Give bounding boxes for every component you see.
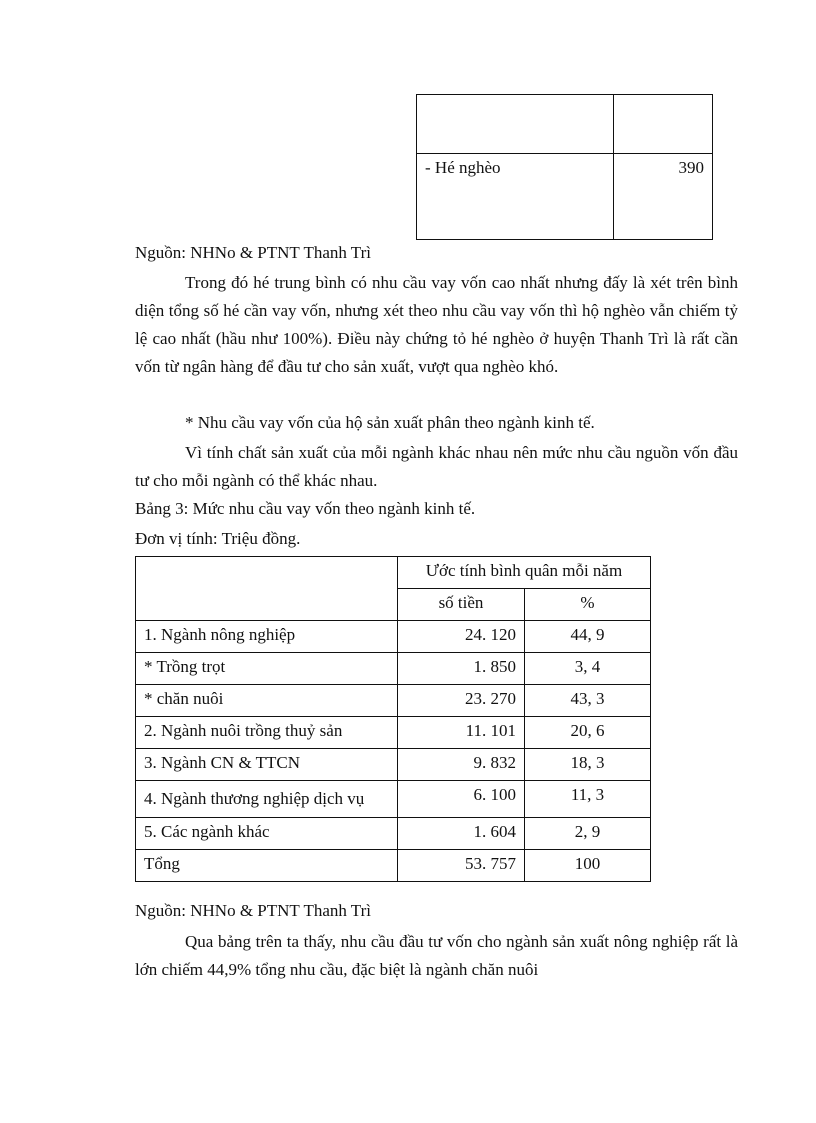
paragraph: Vì tính chất sản xuất của mỗi ngành khác nhau nên mức nhu cầu nguồn vốn đầu tư cho mỗi ngành có thể khác nhau. [135,443,738,490]
table-row [136,653,651,685]
table-row [136,685,651,717]
table-row [136,850,651,882]
paragraph: * Nhu cầu vay vốn của hộ sản xuất phân theo ngành kinh tế. [185,413,595,432]
row-label: 5. Các ngành khác [136,818,398,850]
row-amount: 53. 757 [398,850,525,882]
row-amount: 11. 101 [398,717,525,749]
table-unit: Đơn vị tính: Triệu đồng. [135,529,301,548]
table-row [417,154,713,240]
loan-demand-table [135,556,651,882]
row-amount: 1. 604 [398,818,525,850]
paragraph: Trong đó hé trung bình có nhu cầu vay vốn cao nhất nhưng đấy là xét trên bình diện tổng số hé cần vay vốn, nhưng xét theo nhu cầu vay vốn thì hộ nghèo vẫn chiếm tỷ lệ cao nhất (hầu như 100%). Điều này chứng tỏ hé nghèo ở huyện Thanh Trì là rất cần vốn từ ngân hàng để đầu tư cho sản xuất, vượt qua nghèo khó. [135,273,738,376]
row-percent: 2, 9 [525,818,651,850]
table-row [136,717,651,749]
row-label: 2. Ngành nuôi trồng thuỷ sản [136,717,398,749]
row-label: 4. Ngành thương nghiệp dịch vụ [136,781,398,818]
table-header-row [136,557,651,589]
row-label: 1. Ngành nông nghiệp [136,621,398,653]
row-amount: 1. 850 [398,653,525,685]
row-percent: 43, 3 [525,685,651,717]
row-label: * chăn nuôi [136,685,398,717]
header-percent: % [525,589,651,621]
table-title: Bảng 3: Mức nhu cầu vay vốn theo ngành kinh tế. [135,499,476,518]
row-percent: 11, 3 [525,781,651,818]
table-row [417,95,713,154]
row-label: - Hé nghèo [417,154,614,240]
source-note: Nguồn: NHNo & PTNT Thanh Trì [135,901,371,920]
row-amount: 23. 270 [398,685,525,717]
row-label: * Trồng trọt [136,653,398,685]
row-percent: 44, 9 [525,621,651,653]
header-amount: số tiền [398,589,525,621]
source-note: Nguồn: NHNo & PTNT Thanh Trì [135,243,371,262]
row-value: 390 [614,154,713,240]
paragraph: Qua bảng trên ta thấy, nhu cầu đầu tư vốn cho ngành sản xuất nông nghiệp rất là lớn chiếm 44,9% tổng nhu cầu, đặc biệt là ngành chăn nuôi [135,932,738,979]
row-percent: 18, 3 [525,749,651,781]
row-amount: 24. 120 [398,621,525,653]
row-label: Tổng [136,850,398,882]
header-group: Ước tính bình quân mỗi năm [398,557,651,589]
row-label: 3. Ngành CN & TTCN [136,749,398,781]
row-amount: 9. 832 [398,749,525,781]
row-percent: 3, 4 [525,653,651,685]
row-percent: 100 [525,850,651,882]
table-row [136,781,651,818]
table-row [136,621,651,653]
household-table [416,94,713,240]
table-row [136,749,651,781]
row-percent: 20, 6 [525,717,651,749]
row-amount: 6. 100 [398,781,525,818]
table-row [136,818,651,850]
